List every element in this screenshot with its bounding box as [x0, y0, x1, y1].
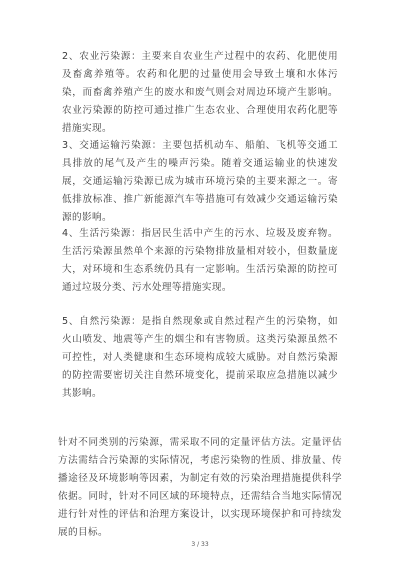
paragraph-domestic-pollution: 4、生活污染源：指居民生活中产生的污水、垃圾及废弃物。生活污染源虽然单个来源的污染物排放量相对较小，但数量庞大，对环境和生态系统仍具有一定影响。生活污染源的防控可通过垃圾分类、污水处理等措施实现。 — [62, 228, 338, 293]
page-number: 3 / 33 — [191, 541, 209, 548]
paragraph-transport-pollution: 3、交通运输污染源：主要包括机动车、船舶、飞机等交通工具排放的尾气及产生的噪声污染。随着交通运输业的快速发展，交通运输污染源已成为城市环境污染的主要来源之一。寄低排放标准、推广新能源汽车等措施可有效减少交通运输污染源的影响。 — [62, 140, 338, 223]
paragraph-summary: 针对不同类别的污染源，需采取不同的定量评估方法。定量评估方法需结合污染源的实际情况，考虑污染物的性质、排放量、传播途径及环境影响等因素，为制定有效的污染治理措施提供科学依据。同时，针对不同区域的环境特点，还需结合当地实际情况进行针对性的评估和治理方案设计，以实现环境保护和可持续发展的目标。 — [58, 437, 342, 538]
paragraph-agriculture-pollution: 2、农业污染源：主要来自农业生产过程中的农药、化肥使用及畜禽养殖等。农药和化肥的过量使用会导致土壤和水体污染，而畜禽养殖产生的废水和废气则会对周边环境产生影响。农业污染源的防控可通过推广生态农业、合理使用农药化肥等措施实现。 — [62, 51, 338, 134]
paragraph-natural-pollution: 5、自然污染源：是指自然现象或自然过程产生的污染物，如火山喷发、地震等产生的烟尘和有害物质。这类污染源虽然不可控性，对人类健康和生态环境构成较大威胁。对自然污染源的防控需要密切关注自然环境变化，提前采取应急措施以减少其影响。 — [62, 316, 338, 399]
